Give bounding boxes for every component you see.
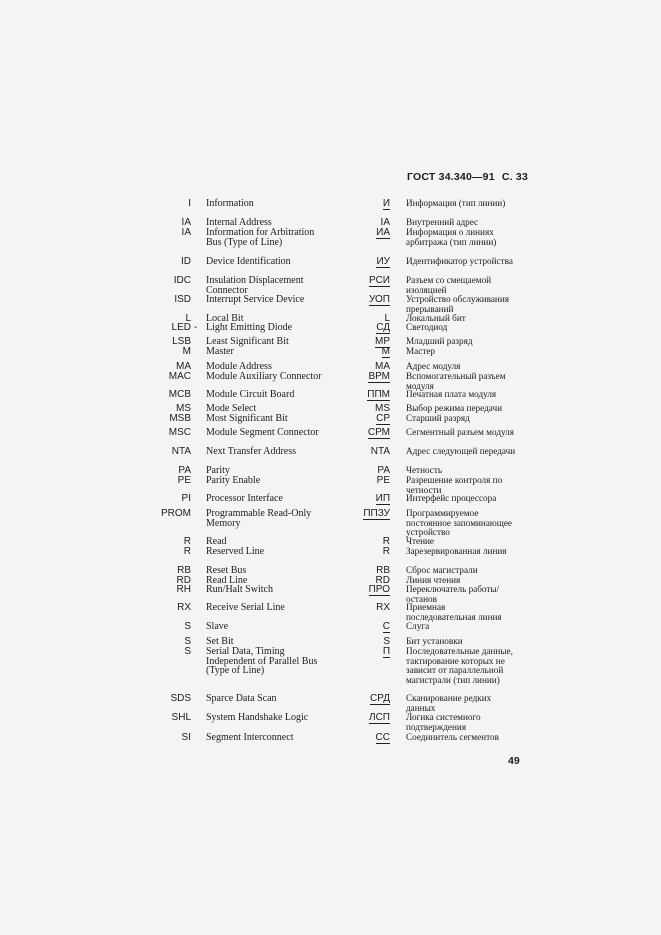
description-ru: Локальный бит: [406, 313, 466, 323]
description-ru: Логика системного подтверждения: [406, 712, 481, 732]
abbreviation-ru: СС: [375, 732, 390, 743]
abbreviation-ru: RX: [376, 602, 390, 613]
abbreviation-ru: ВРМ: [368, 371, 390, 382]
description-en: Programmable Read-Only Memory: [206, 508, 312, 529]
description-ru: Программируемое постоянное запоминающее устройство: [406, 508, 513, 537]
abbreviation-ru: R: [382, 536, 390, 547]
description-ru: Переключатель работы/останов: [406, 584, 500, 604]
abbreviation-en: PROM: [161, 508, 191, 519]
description-en: Receive Serial Line: [206, 602, 285, 613]
description-en: Sparce Data Scan: [206, 693, 277, 704]
page-number: 49: [508, 755, 520, 767]
description-en: Run/Halt Switch: [206, 584, 273, 595]
description-ru: Выбор режима передачи: [406, 403, 502, 413]
abbreviation-ru: PE: [376, 475, 390, 486]
abbreviation-ru: С: [382, 621, 390, 632]
abbreviation-ru: МР: [375, 336, 390, 347]
abbreviation-ru: RD: [375, 575, 390, 586]
abbreviation-en: MSB: [169, 413, 191, 424]
description-en: Reset Bus: [206, 565, 247, 576]
abbreviation-ru: RB: [376, 565, 390, 576]
description-ru: Разрешение контроля по четности: [406, 475, 503, 495]
abbreviation-en: S: [184, 636, 191, 647]
description-en: Master: [206, 346, 234, 357]
description-en: Read Line: [206, 575, 248, 586]
abbreviation-en: MA: [176, 361, 191, 372]
abbreviation-ru: СР: [376, 413, 390, 424]
description-ru: Устройство обслуживания прерываний: [406, 294, 509, 314]
description-en: Read: [206, 536, 227, 547]
description-ru: Четность: [406, 465, 443, 475]
separator-dash: -: [194, 322, 198, 333]
description-ru: Приемная последовательная линия: [406, 602, 502, 622]
abbreviation-en: LSB: [172, 336, 191, 347]
description-ru: Разъем со смещаемой изоляцией: [406, 275, 492, 295]
abbreviation-ru: РСИ: [369, 275, 390, 286]
description-en: Least Significant Bit: [206, 336, 289, 347]
abbreviation-en: M: [182, 346, 191, 357]
description-ru: Зарезервированная линия: [406, 546, 507, 556]
description-ru: Старший разряд: [406, 413, 470, 423]
description-ru: Сканирование редких данных: [406, 693, 492, 713]
description-ru: Адрес следующей передачи: [406, 446, 516, 456]
description-ru: Слуга: [406, 621, 430, 631]
abbreviation-en: IA: [181, 227, 191, 238]
abbreviation-en: S: [184, 621, 191, 632]
description-en: Set Bit: [206, 636, 234, 647]
abbreviation-en: PI: [181, 493, 191, 504]
description-ru: Светодиод: [406, 322, 448, 332]
description-ru: Печатная плата модуля: [406, 389, 497, 399]
abbreviation-ru: МА: [375, 361, 390, 372]
description-en: Parity: [206, 465, 230, 476]
description-en: Most Significant Bit: [206, 413, 288, 424]
abbreviation-en: SI: [181, 732, 191, 743]
page-header: [407, 171, 528, 183]
description-en: Module Segment Connector: [206, 427, 319, 438]
description-en: Slave: [206, 621, 229, 632]
description-ru: Информация о линиях арбитража (тип линии): [406, 227, 497, 247]
page-label: С. 33: [501, 171, 528, 183]
description-en: System Handshake Logic: [206, 712, 309, 723]
description-en: Module Auxiliary Connector: [206, 371, 322, 382]
abbreviation-en: IA: [181, 217, 191, 228]
abbreviation-ru: ИП: [375, 493, 390, 504]
abbreviation-en: SHL: [171, 712, 191, 723]
description-en: Local Bit: [206, 313, 244, 324]
description-en: Reserved Line: [206, 546, 265, 557]
abbreviation-ru: PA: [377, 465, 390, 476]
abbreviation-ru: ППЗУ: [363, 508, 390, 519]
abbreviation-en: SDS: [170, 693, 191, 704]
abbreviation-en: L: [185, 313, 191, 324]
abbreviation-en: MSC: [168, 427, 191, 438]
abbreviation-ru: ИУ: [376, 256, 390, 267]
description-en: Internal Address: [206, 217, 272, 228]
abbreviation-en: R: [183, 546, 191, 557]
abbreviation-en: R: [183, 536, 191, 547]
description-en: Mode Select: [206, 403, 257, 414]
description-en: Insulation Displacement Connector: [206, 275, 304, 296]
description-ru: Информация (тип линии): [406, 198, 506, 208]
abbreviation-ru: П: [382, 646, 390, 657]
abbreviation-en: MAC: [168, 371, 191, 382]
abbreviation-ru: И: [382, 198, 390, 209]
abbreviation-en: NTA: [171, 446, 191, 457]
description-en: Next Transfer Address: [206, 446, 296, 457]
abbreviation-ru: СД: [376, 322, 390, 333]
abbreviation-ru: ПРО: [368, 584, 390, 595]
description-ru: Линия чтения: [406, 575, 461, 585]
description-ru: Бит установки: [406, 636, 463, 646]
description-ru: Интерфейс процессора: [406, 493, 497, 503]
abbreviation-ru: L: [384, 313, 390, 324]
abbreviation-ru: СРМ: [367, 427, 390, 438]
abbreviation-en: RH: [176, 584, 191, 595]
abbreviation-ru: R: [382, 546, 390, 557]
description-en: Segment Interconnect: [206, 732, 294, 743]
description-ru: Мастер: [406, 346, 436, 356]
abbreviation-en: RB: [177, 565, 191, 576]
description-en: Interrupt Service Device: [206, 294, 305, 305]
abbreviation-ru: NTA: [370, 446, 390, 457]
abbreviation-ru: УОП: [369, 294, 390, 305]
description-en: Module Address: [206, 361, 272, 372]
description-ru: Сегментный разъем модуля: [406, 427, 514, 437]
description-en: Serial Data, Timing Independent of Parallel Bus (Type of Line): [206, 646, 318, 676]
description-en: Parity Enable: [206, 475, 261, 486]
description-ru: Соединитель сегментов: [406, 732, 499, 742]
description-en: Information for Arbitration Bus (Type of Line): [206, 227, 315, 248]
abbreviation-en: MS: [176, 403, 191, 414]
abbreviation-ru: ППМ: [367, 389, 390, 400]
description-ru: Чтение: [406, 536, 434, 546]
abbreviation-en: RX: [177, 602, 191, 613]
description-ru: Вспомогательный разъем модуля: [406, 371, 506, 391]
abbreviation-ru: СРД: [370, 693, 390, 704]
description-en: Information: [206, 198, 254, 209]
abbreviation-ru: IA: [380, 217, 390, 228]
description-ru: Адрес модуля: [406, 361, 461, 371]
abbreviation-en: ISD: [174, 294, 191, 305]
abbreviation-en: MCB: [168, 389, 191, 400]
abbreviation-ru: М: [381, 346, 390, 357]
abbreviation-ru: S: [383, 636, 390, 647]
abbreviation-en: LED: [171, 322, 191, 333]
abbreviation-en: I: [188, 198, 191, 209]
description-ru: Последовательные данные, тактирование которых не зависит от параллельной магистрали (тип линии): [406, 646, 513, 685]
description-ru: Сброс магистрали: [406, 565, 478, 575]
abbreviation-en: S: [184, 646, 191, 657]
abbreviation-ru: MS: [375, 403, 390, 414]
description-ru: Внутренний адрес: [406, 217, 479, 227]
abbreviation-en: IDC: [173, 275, 191, 286]
abbreviation-ru: ЛСП: [369, 712, 390, 723]
abbreviation-en: PE: [177, 475, 191, 486]
description-ru: Младший разряд: [406, 336, 473, 346]
description-en: Processor Interface: [206, 493, 283, 504]
abbreviation-en: PA: [178, 465, 191, 476]
abbreviation-en: RD: [176, 575, 191, 586]
description-en: Light Emitting Diode: [206, 322, 293, 333]
abbreviation-ru: ИА: [376, 227, 390, 238]
description-ru: Идентификатор устройства: [406, 256, 513, 266]
abbreviation-en: ID: [181, 256, 191, 267]
standard-title: ГОСТ 34.340—91: [407, 171, 495, 183]
description-en: Device Identification: [206, 256, 291, 267]
description-en: Module Circuit Board: [206, 389, 295, 400]
